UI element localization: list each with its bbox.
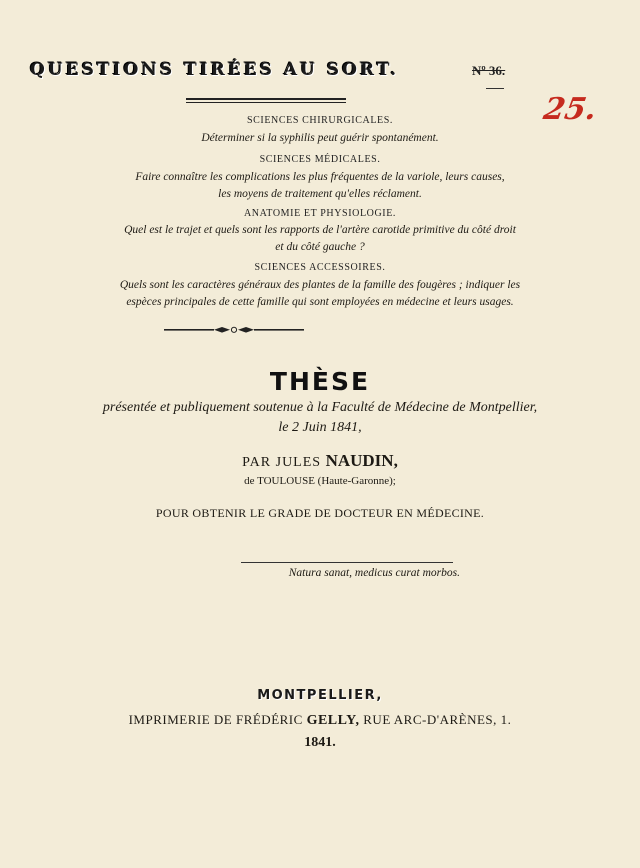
- question-text: Quels sont les caractères généraux des plantes de la famille des fougères ; indiquer les: [119, 279, 521, 291]
- author-prefix: PAR JULES: [242, 455, 322, 470]
- handwritten-number: 25.: [540, 92, 600, 127]
- section-heading: ANATOMIE ET PHYSIOLOGIE.: [243, 208, 397, 219]
- presentation-text: [0, 398, 640, 438]
- author-line: [0, 451, 640, 471]
- question-text: Quel est le trajet et quels sont les rapports de l'artère carotide primitive du côté droit: [124, 224, 516, 236]
- defense-date: le 2 Juin 1841,: [278, 420, 362, 435]
- question-number: Nº 36.: [472, 63, 506, 78]
- section-heading: SCIENCES CHIRURGICALES.: [246, 115, 394, 126]
- presentation-line: présentée et publiquement soutenue à la Faculté de Médecine de Montpellier,: [102, 400, 538, 415]
- printer-prefix: IMPRIMERIE DE FRÉDÉRIC: [128, 712, 303, 727]
- printer-address: RUE ARC-D'ARÈNES, 1.: [363, 712, 512, 727]
- author-name: NAUDIN,: [325, 451, 398, 470]
- question-text: les moyens de traitement qu'elles réclament.: [218, 188, 422, 200]
- printer-line: [0, 712, 640, 729]
- publication-year: 1841.: [304, 735, 336, 750]
- degree-line: POUR OBTENIR LE GRADE DE DOCTEUR EN MÉDECINE.: [155, 506, 485, 520]
- motto-rule: [241, 562, 453, 563]
- motto: Natura sanat, medicus curat morbos.: [288, 567, 460, 579]
- question-text: et du côté gauche ?: [275, 241, 365, 253]
- thesis-title: THÈSE: [269, 367, 371, 396]
- question-text: espèces principales de cette famille qui sont employées en médecine et leurs usages.: [126, 296, 514, 308]
- author-origin: de TOULOUSE (Haute-Garonne);: [244, 475, 396, 487]
- imprint-city: MONTPELLIER,: [257, 688, 383, 703]
- number-underline: [486, 88, 504, 89]
- question-text: Déterminer si la syphilis peut guérir spontanément.: [201, 132, 439, 144]
- section-heading: SCIENCES MÉDICALES.: [259, 154, 381, 165]
- printer-name: GELLY,: [306, 713, 360, 728]
- header-rule: [186, 98, 346, 103]
- section-heading: SCIENCES ACCESSOIRES.: [254, 262, 386, 273]
- ornament-divider: [164, 326, 304, 334]
- questions-title: QUESTIONS TIRÉES AU SORT.: [30, 60, 400, 80]
- question-text: Faire connaître les complications les plus fréquentes de la variole, leurs causes,: [135, 171, 505, 183]
